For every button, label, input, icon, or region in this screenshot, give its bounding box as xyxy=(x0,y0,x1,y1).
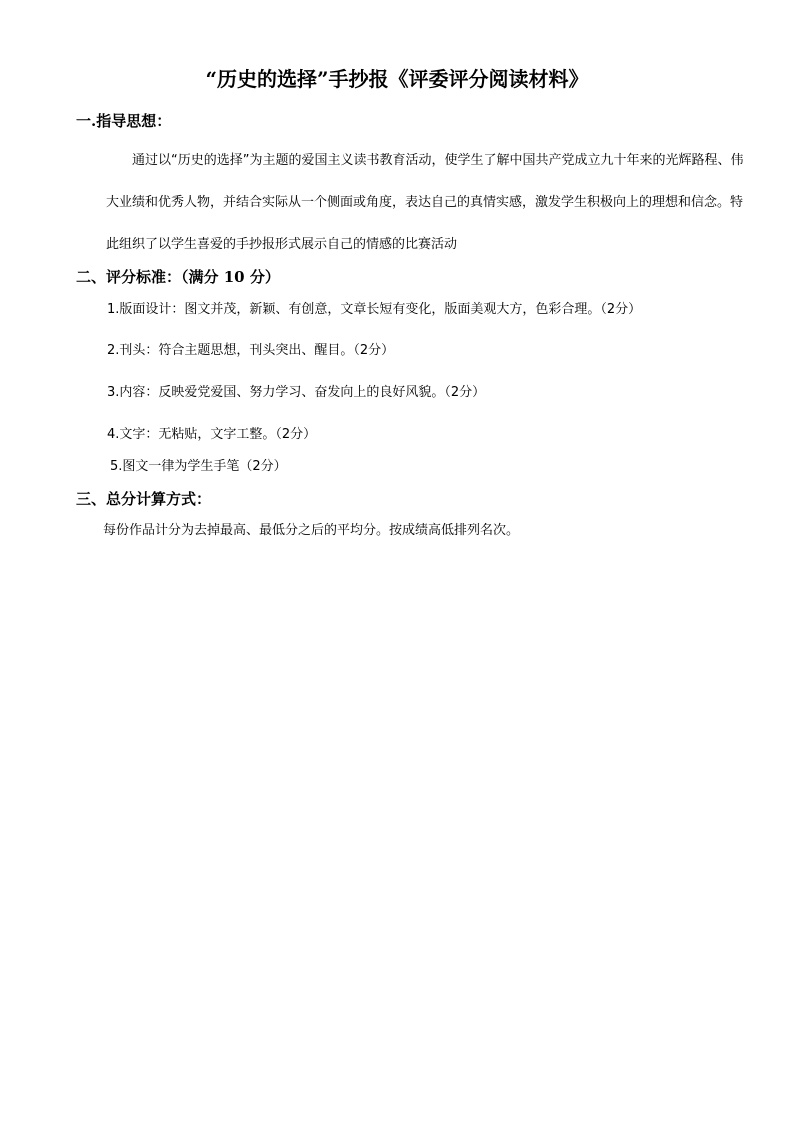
section-heading-guiding-ideology: 一.指导思想： xyxy=(76,112,172,130)
section-heading-scoring-criteria: 二、评分标准：（满分 10 分） xyxy=(76,268,280,286)
guiding-ideology-paragraph: 通过以“历史的选择”为主题的爱国主义读书教育活动，使学生了解中国共产党成立九十年来的光辉路程、伟大业绩和优秀人物，并结合实际从一个侧面或角度，表达自己的真情实感，激发学生积极向上的理想和信念。特此组织了以学生喜爱的手抄报形式展示自己的情感的比赛活动 xyxy=(106,153,744,252)
total-score-calculation-text: 每份作品计分为去掉最高、最低分之后的平均分。按成绩高低排列名次。 xyxy=(103,523,520,538)
criteria-item-masthead: 2.刊头：符合主题思想，刊头突出、醒目。（2分） xyxy=(107,343,395,358)
criteria-item-handwritten: 5.图文一律为学生手笔（2分） xyxy=(110,459,287,474)
criteria-item-content: 3.内容：反映爱党爱国、努力学习、奋发向上的良好风貌。（2分） xyxy=(107,385,486,400)
section-heading-total-score-calculation: 三、总分计算方式： xyxy=(76,490,212,508)
document-title: “历史的选择”手抄报《评委评分阅读材料》 xyxy=(205,67,589,91)
criteria-item-layout-design: 1.版面设计：图文并茂，新颖、有创意，文章长短有变化，版面美观大方，色彩合理。（2分） xyxy=(107,302,642,317)
criteria-item-writing: 4.文字：无粘贴，文字工整。（2分） xyxy=(107,427,317,442)
